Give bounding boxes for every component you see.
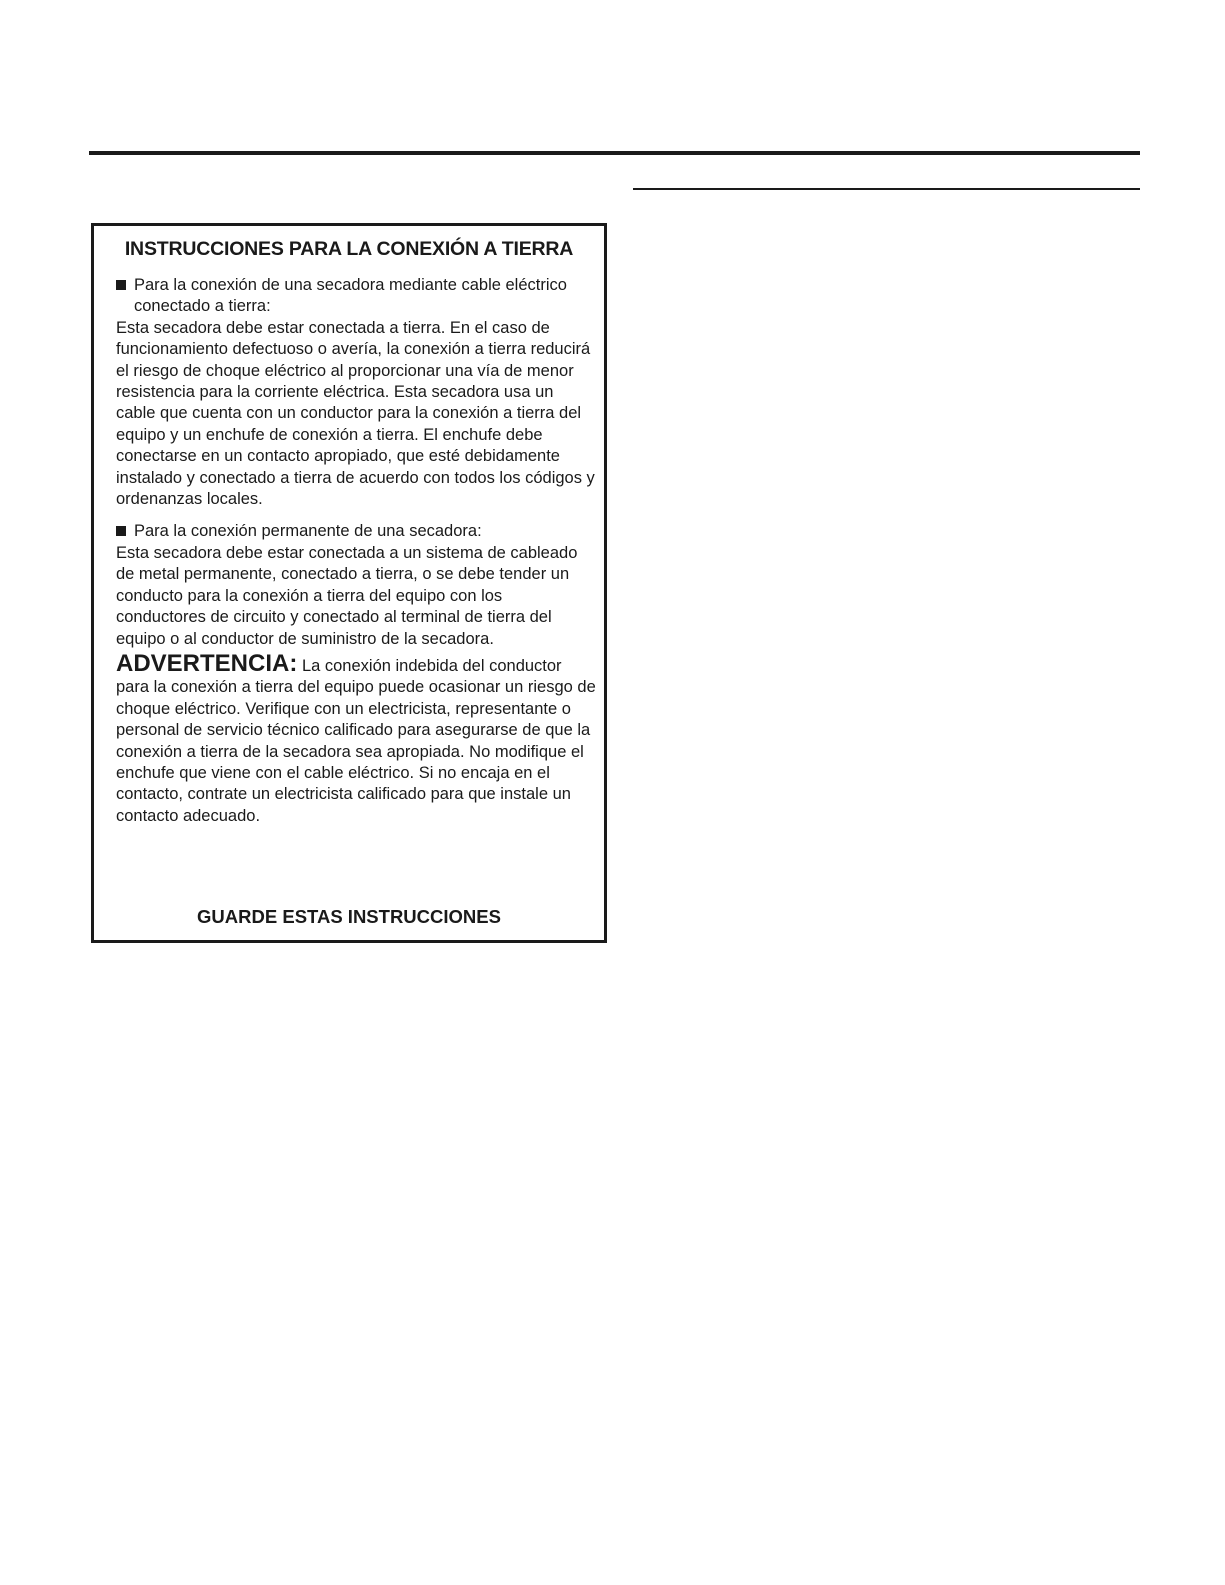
warning-label: ADVERTENCIA: (116, 649, 298, 677)
square-bullet-icon (116, 526, 126, 536)
grounding-instructions-box (91, 223, 607, 943)
section1-bullet-text: Para la conexión de una secadora mediante cable eléctrico conectado a tierra: (134, 276, 567, 316)
header-rule (89, 151, 1140, 155)
section2-bullet (116, 521, 596, 542)
column-rule (633, 188, 1140, 190)
save-instructions-footer: GUARDE ESTAS INSTRUCCIONES (197, 906, 501, 927)
warning-text: La conexión indebida del conductor para la conexión a tierra del equipo puede ocasionar un riesgo de choque eléctrico. Verifique con un electricista, representante o personal de servicio técnico calificado para asegurarse de que la conexión a tierra de la secadora sea apropiada. No modifique el enchufe que viene con el cable eléctrico. Si no encaja en el contacto, contrate un electricista calificado para que instale un contacto adecuado. (116, 656, 596, 825)
section1-bullet (116, 275, 596, 318)
section2-bullet-text: Para la conexión permanente de una secadora: (134, 522, 482, 541)
section-gap (116, 510, 596, 521)
square-bullet-icon (116, 280, 126, 290)
section1-body: Esta secadora debe estar conectada a tierra. En el caso de funcionamiento defectuoso o avería, la conexión a tierra reducirá el riesgo de choque eléctrico al proporcionar una vía de menor resistencia para la corriente eléctrica. Esta secadora usa un cable que cuenta con un conductor para la conexión a tierra del equipo y un enchufe de conexión a tierra. El enchufe debe conectarse en un contacto apropiado, que esté debidamente instalado y conectado a tierra de acuerdo con todos los códigos y ordenanzas locales. (116, 318, 595, 509)
notice-title: INSTRUCCIONES PARA LA CONEXIÓN A TIERRA (124, 238, 574, 260)
notice-body (116, 275, 596, 827)
warning-paragraph (116, 649, 596, 827)
section2-body: Esta secadora debe estar conectada a un sistema de cableado de metal permanente, conectado a tierra, o se debe tender un conducto para la conexión a tierra del equipo con los conductores de circuito y conectado al terminal de tierra del equipo o al conductor de suministro de la secadora. (116, 543, 578, 648)
